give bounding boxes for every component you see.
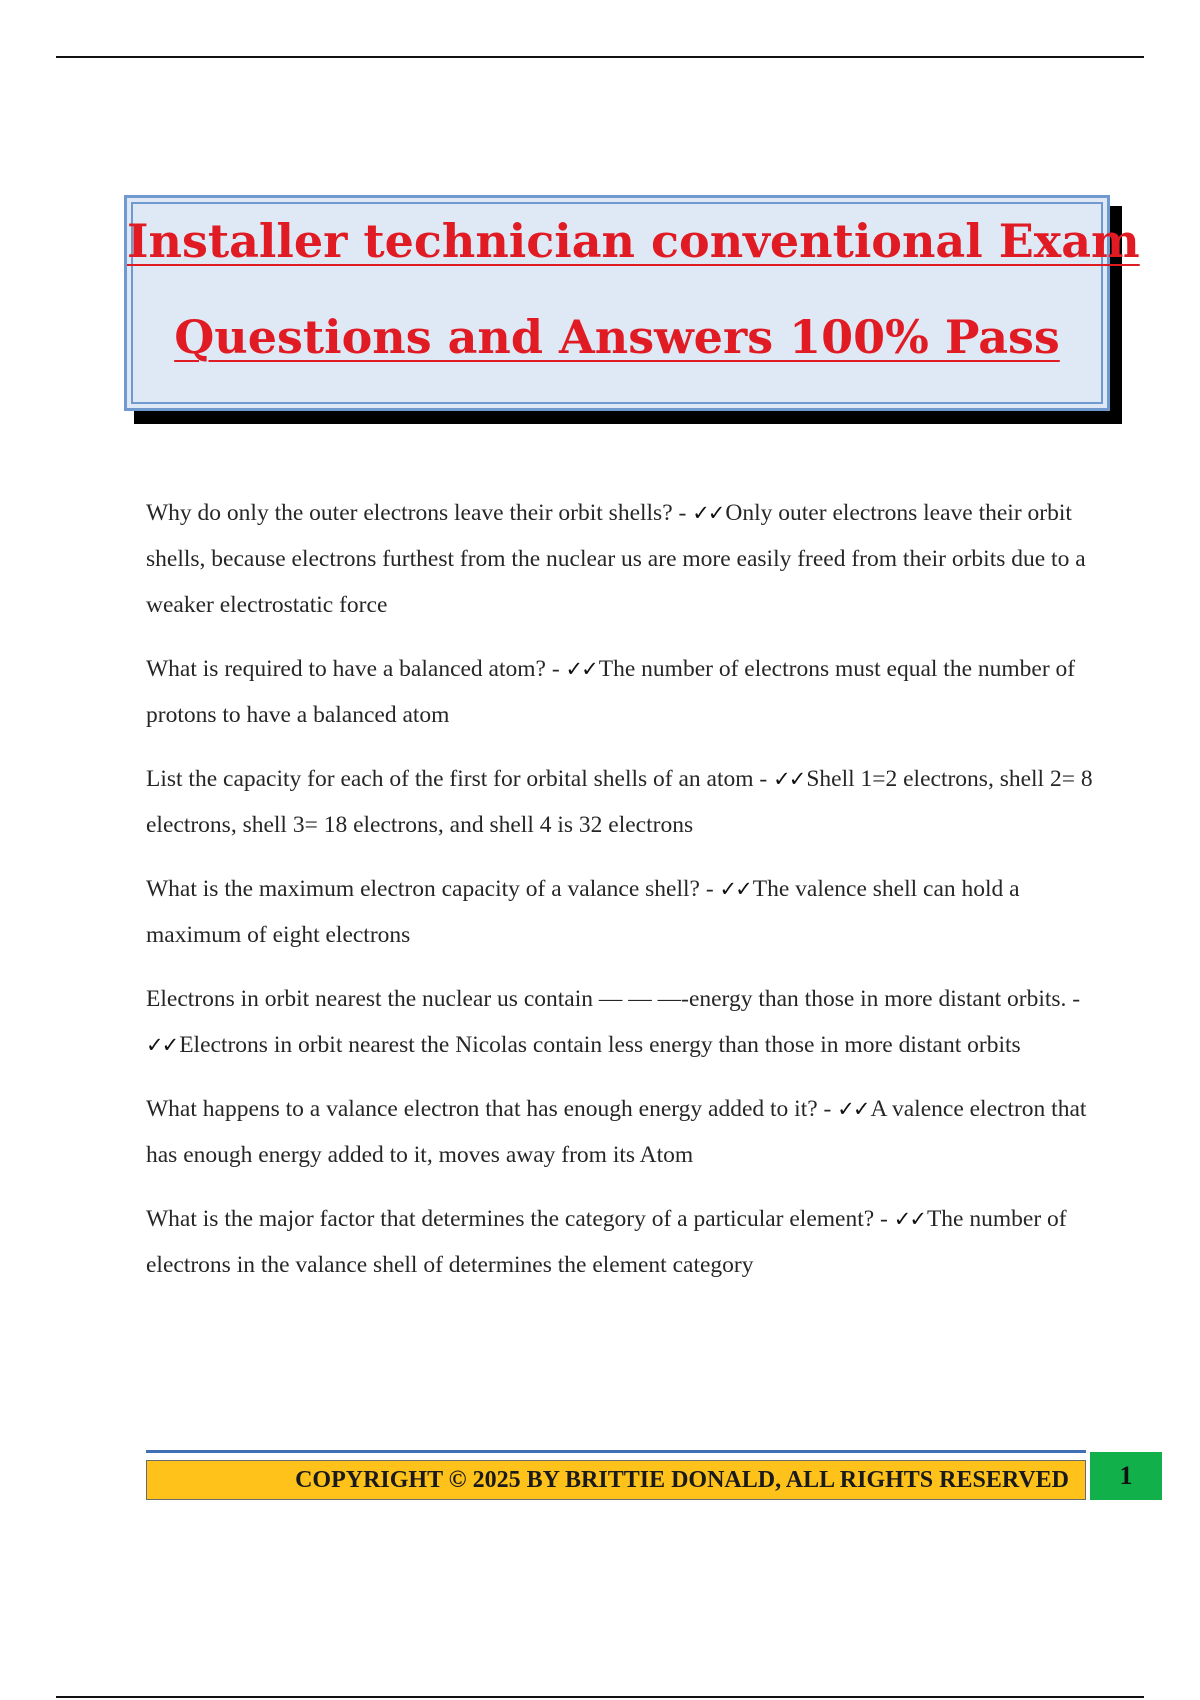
qa-item [146,756,1100,848]
question-text: What is required to have a balanced atom? - [146,656,566,682]
question-text: What is the maximum electron capacity of a valance shell? - [146,876,720,902]
question-text: List the capacity for each of the first for orbital shells of an atom - [146,766,774,792]
page-number: 1 [1090,1452,1162,1500]
question-text: Electrons in orbit nearest the nuclear us contain — — —-energy than those in more distant orbits. - [146,986,1081,1012]
double-check-icon: ✓✓ [565,657,597,681]
double-check-icon: ✓✓ [692,501,724,525]
top-rule [56,56,1144,58]
bottom-rule [56,1696,1144,1698]
answer-text: The number of electrons in the valance shell of determines the element category [146,1206,1067,1278]
qa-item [146,976,1100,1068]
qa-item [146,866,1100,958]
qa-item [146,490,1100,628]
double-check-icon: ✓✓ [773,767,805,791]
qa-item [146,1196,1100,1288]
qa-item [146,1086,1100,1178]
answer-text: A valence electron that has enough energy added to it, moves away from its Atom [146,1096,1087,1168]
answer-text: Electrons in orbit nearest the Nicolas contain less energy than those in more distant orbits [179,1032,1021,1058]
answer-text: Only outer electrons leave their orbit shells, because electrons furthest from the nuclear us are more easily freed from their orbits due to a weaker electrostatic force [146,500,1086,618]
question-text: Why do only the outer electrons leave their orbit shells? - [146,500,693,526]
answer-text: The number of electrons must equal the number of protons to have a balanced atom [146,656,1076,728]
document-title-line-1: Installer technician conventional Exam [127,214,1140,268]
title-box [124,195,1140,411]
double-check-icon: ✓✓ [719,877,751,901]
question-text: What happens to a valance electron that has enough energy added to it? - [146,1096,838,1122]
qa-list [146,490,1100,1306]
document-title-line-2: Questions and Answers 100% Pass [174,310,1060,364]
double-check-icon: ✓✓ [146,1033,178,1057]
answer-text: The valence shell can hold a maximum of eight electrons [146,876,1020,948]
double-check-icon: ✓✓ [893,1207,925,1231]
footer-rule [146,1450,1086,1453]
copyright-footer: COPYRIGHT © 2025 BY BRITTIE DONALD, ALL RIGHTS RESERVED [146,1460,1086,1500]
answer-text: Shell 1=2 electrons, shell 2= 8 electrons, shell 3= 18 electrons, and shell 4 is 32 electrons [146,766,1093,838]
qa-item [146,646,1100,738]
question-text: What is the major factor that determines the category of a particular element? - [146,1206,894,1232]
double-check-icon: ✓✓ [837,1097,869,1121]
